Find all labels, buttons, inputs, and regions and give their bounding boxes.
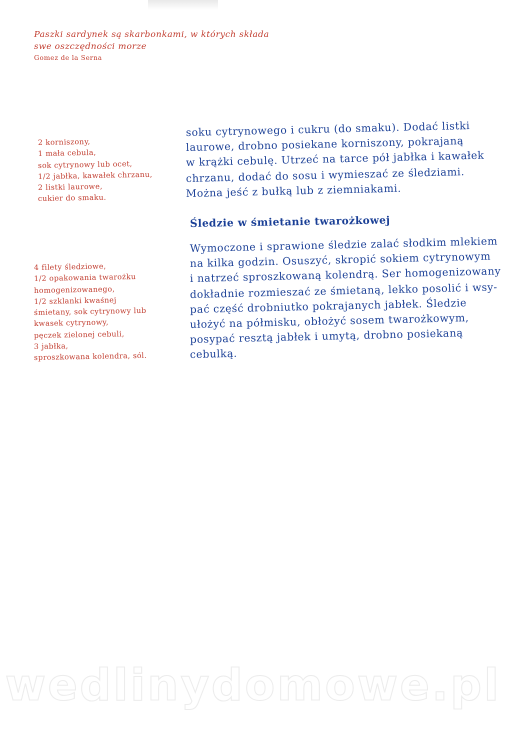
body-line: na kilka godzin. Osuszyć, skropić sokiem cytrynowym (189, 250, 491, 271)
ingredient-item: 4 filety śledziowe, (33, 261, 107, 272)
epigraph (34, 30, 314, 63)
epigraph-author: Gomez de la Serna (34, 54, 103, 62)
body-line: ułożyć na półmisku, obłożyć sosem twarożkowym, (189, 312, 470, 332)
body-line: Można jeść z bułką lub z ziemniakami. (185, 182, 402, 200)
ingredients-list-1 (38, 137, 152, 205)
scan-shadow (148, 0, 218, 10)
watermark: wedlinydomowe.pl (5, 660, 501, 711)
recipe-2-title: Śledzie w śmietanie twarożkowej (189, 214, 391, 230)
ingredient-item: 1 mała cebula, (37, 148, 97, 159)
body-line: w krążki cebulę. Utrzeć na tarce pół jabłka i kawałek (185, 150, 485, 170)
ingredient-item: kwasek cytrynowy, (33, 318, 109, 329)
ingredient-item: 1/2 jabłka, kawałek chrzanu, (37, 169, 153, 181)
recipe-2-body (189, 235, 502, 364)
ingredient-item: sproszkowana kolendra, sól. (33, 351, 147, 363)
recipe-1-body (185, 120, 485, 202)
ingredient-item: cukier do smaku. (37, 193, 107, 204)
ingredient-item: śmietany, sok cytrynowy lub (33, 306, 147, 318)
body-line: pać część drobniutko pokrajanych jabłek. Śledzie (189, 297, 467, 316)
body-line: Wymoczone i sprawione śledzie zalać słodkim mlekiem (189, 235, 498, 255)
ingredient-item: 2 korniszony, (37, 136, 91, 147)
body-line: i natrzeć sproszkowaną kolendrą. Ser homogenizowany (189, 265, 502, 286)
body-line: posypać resztą jabłek i umytą, drobno posiekaną (189, 327, 464, 347)
ingredient-item: homogenizowanego, (33, 284, 115, 295)
ingredient-item: 1/2 opakowania twarożku (33, 272, 137, 284)
ingredient-item: 1/2 szklanki kwaśnej (33, 295, 117, 306)
ingredient-item: sok cytrynowy lub ocet, (37, 158, 133, 170)
ingredient-item: pęczek zielonej cebuli, (33, 329, 125, 340)
body-line: soku cytrynowego i cukru (do smaku). Dodać listki (185, 120, 471, 139)
ingredient-item: 2 listki laurowe, (37, 181, 103, 193)
epigraph-line: swe oszczędności morze (34, 41, 147, 52)
body-line: dokładnie rozmieszać ze śmietaną, lekko posolić i wsy- (189, 281, 498, 301)
body-line: chrzanu, dodać do sosu i wymieszać ze śledziami. (185, 165, 465, 185)
ingredient-item: 3 jabłka, (33, 341, 69, 352)
ingredients-list-2 (34, 262, 147, 364)
body-line: cebulką. (189, 348, 238, 362)
body-line: laurowe, drobno posiekane korniszony, pokrajaną (185, 135, 464, 155)
epigraph-line: Paszki sardynek są skarbonkami, w których składa (34, 30, 270, 40)
